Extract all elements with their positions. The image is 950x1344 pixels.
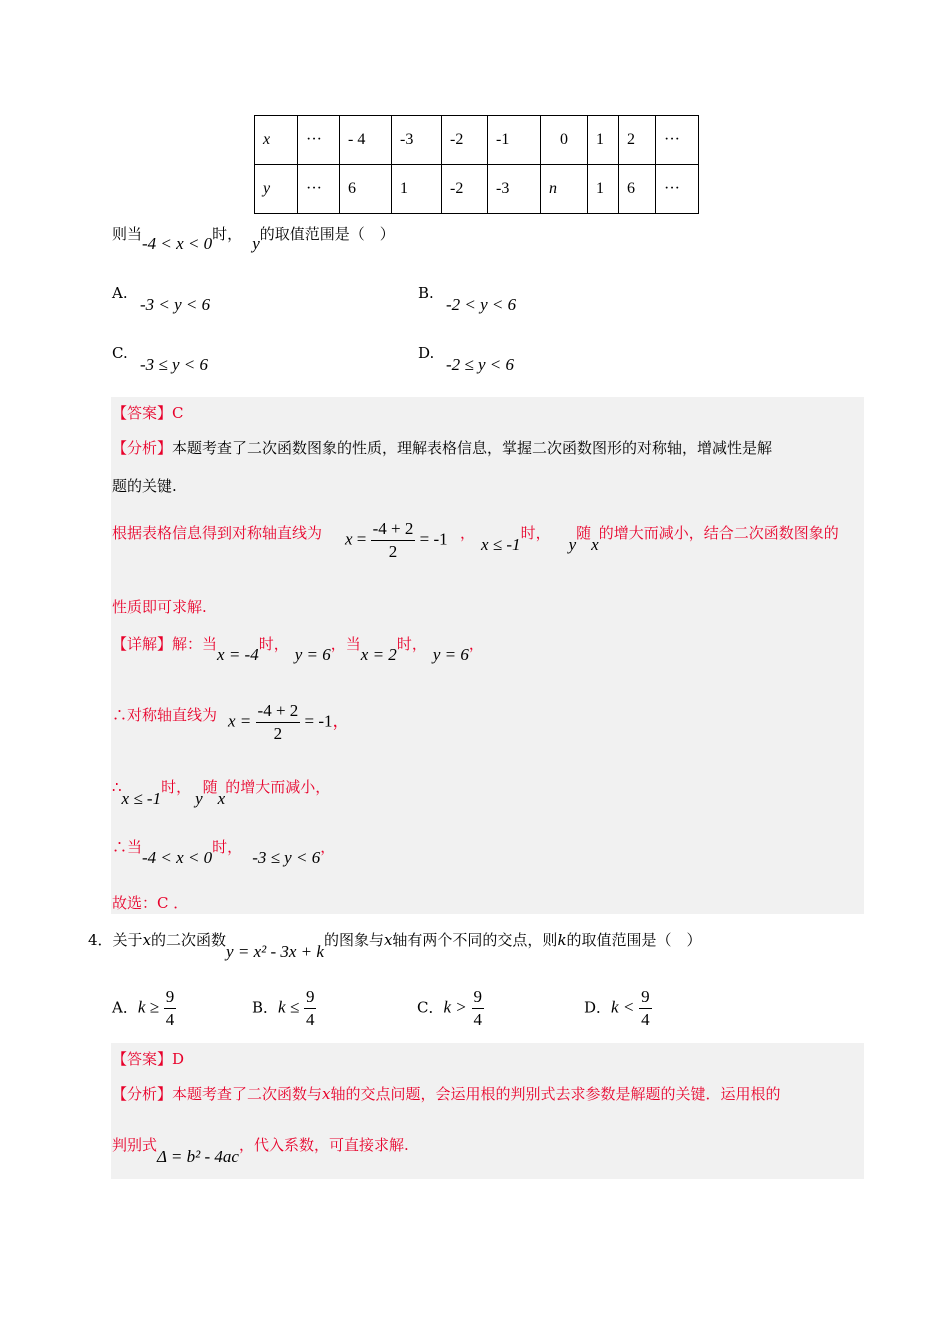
q3-option-a[interactable]: A. — [112, 284, 128, 302]
q3-detail-line1: 【详解】解：当x = -4时，y = 6，当x = 2时，y = 6， — [112, 635, 484, 664]
q3-detail-line5: 故选：C ． — [112, 894, 189, 912]
table-cell: 2 — [619, 116, 656, 165]
q3-answer: 【答案】C — [112, 404, 184, 422]
q4-analysis-line1: 【分析】本题考查了二次函数与x轴的交点问题，会运用根的判别式去求参数是解题的关键．运用根的 — [112, 1085, 781, 1103]
table-cell: 0 — [541, 116, 588, 165]
q3-analysis-line3-rest: ，x ≤ -1时，y随x的增大而减小，结合二次函数图象的 — [460, 524, 839, 554]
table-cell: -1 — [488, 116, 541, 165]
table-row-label: y — [255, 165, 298, 214]
table-cell: -3 — [488, 165, 541, 214]
table-cell: 1 — [588, 165, 619, 214]
q3-analysis-line1: 【分析】本题考查了二次函数图象的性质，理解表格信息，掌握二次函数图形的对称轴，增减性是解 — [112, 439, 773, 457]
table-cell: -3 — [392, 116, 442, 165]
table-cell: ··· — [298, 116, 340, 165]
q3-option-a-expr: -3 < y < 6 — [140, 295, 211, 314]
q3-stem: 则当-4 < x < 0时， y的取值范围是（ ） — [112, 225, 395, 253]
table-row-label: x — [255, 116, 298, 165]
table-cell: 6 — [340, 165, 392, 214]
fraction: $\frac{9}{4}$ — [305, 987, 315, 1029]
q3-option-d[interactable]: D. — [418, 344, 435, 362]
q4-analysis-line2: 判别式Δ = b² - 4ac，代入系数，可直接求解. — [112, 1136, 409, 1166]
q4-answer: 【答案】D — [112, 1050, 185, 1068]
q3-detail-line3: ∴x ≤ -1时，y随x的增大而减小， — [112, 778, 331, 808]
table-row-x — [255, 116, 699, 165]
table-cell: ··· — [298, 165, 340, 214]
q3-analysis-line3: 根据表格信息得到对称轴直线为 — [112, 524, 323, 542]
table-cell: 1 — [588, 116, 619, 165]
value-table — [254, 115, 699, 214]
table-cell: -2 — [442, 165, 488, 214]
table-cell: ··· — [656, 116, 699, 165]
table-cell: -2 — [442, 116, 488, 165]
q3-detail-line4: ∴当-4 < x < 0时，-3 ≤ y < 6， — [112, 838, 336, 867]
q3-analysis-formula: x = $\frac{-4 + 2}{2}$ = -1 — [345, 519, 448, 561]
table-row-y — [255, 165, 699, 214]
table-cell: 6 — [619, 165, 656, 214]
q3-detail-formula: x = $\frac{-4 + 2}{2}$ = -1， — [228, 701, 350, 743]
q4-option-a[interactable]: A．k ≥ $\frac{9}{4}$ — [112, 987, 175, 1029]
table-cell: n — [541, 165, 588, 214]
q3-option-c[interactable]: C. — [112, 344, 128, 362]
q4-option-b[interactable]: B．k ≤ $\frac{9}{4}$ — [252, 987, 315, 1029]
table-cell: ··· — [656, 165, 699, 214]
table-cell: 1 — [392, 165, 442, 214]
q3-option-c-expr: -3 ≤ y < 6 — [140, 355, 209, 374]
q4-option-c[interactable]: C．k > $\frac{9}{4}$ — [417, 987, 483, 1029]
q3-analysis-line4: 性质即可求解. — [112, 598, 207, 616]
q3-option-d-expr: -2 ≤ y < 6 — [446, 355, 515, 374]
q3-analysis-line2: 题的关键. — [112, 477, 177, 495]
fraction: $\frac{9}{4}$ — [641, 987, 650, 1029]
q3-option-b-expr: -2 < y < 6 — [446, 295, 517, 314]
q4-option-d[interactable]: D．k < $\frac{9}{4}$ — [584, 987, 650, 1029]
fraction: $\frac{9}{4}$ — [165, 987, 175, 1029]
fraction: $\frac{-4 + 2}{2}$ — [257, 701, 299, 743]
q4-stem: 4．关于x的二次函数y = x² - 3x + k的图象与x轴有两个不同的交点，则k的取值范围是（ ） — [88, 931, 702, 961]
fraction: $\frac{9}{4}$ — [473, 987, 483, 1029]
q3-detail-line2: ∴对称轴直线为 — [112, 706, 218, 724]
q3-option-b[interactable]: B. — [418, 284, 434, 302]
fraction: $\frac{-4 + 2}{2}$ — [372, 519, 414, 561]
table-cell: - 4 — [340, 116, 392, 165]
